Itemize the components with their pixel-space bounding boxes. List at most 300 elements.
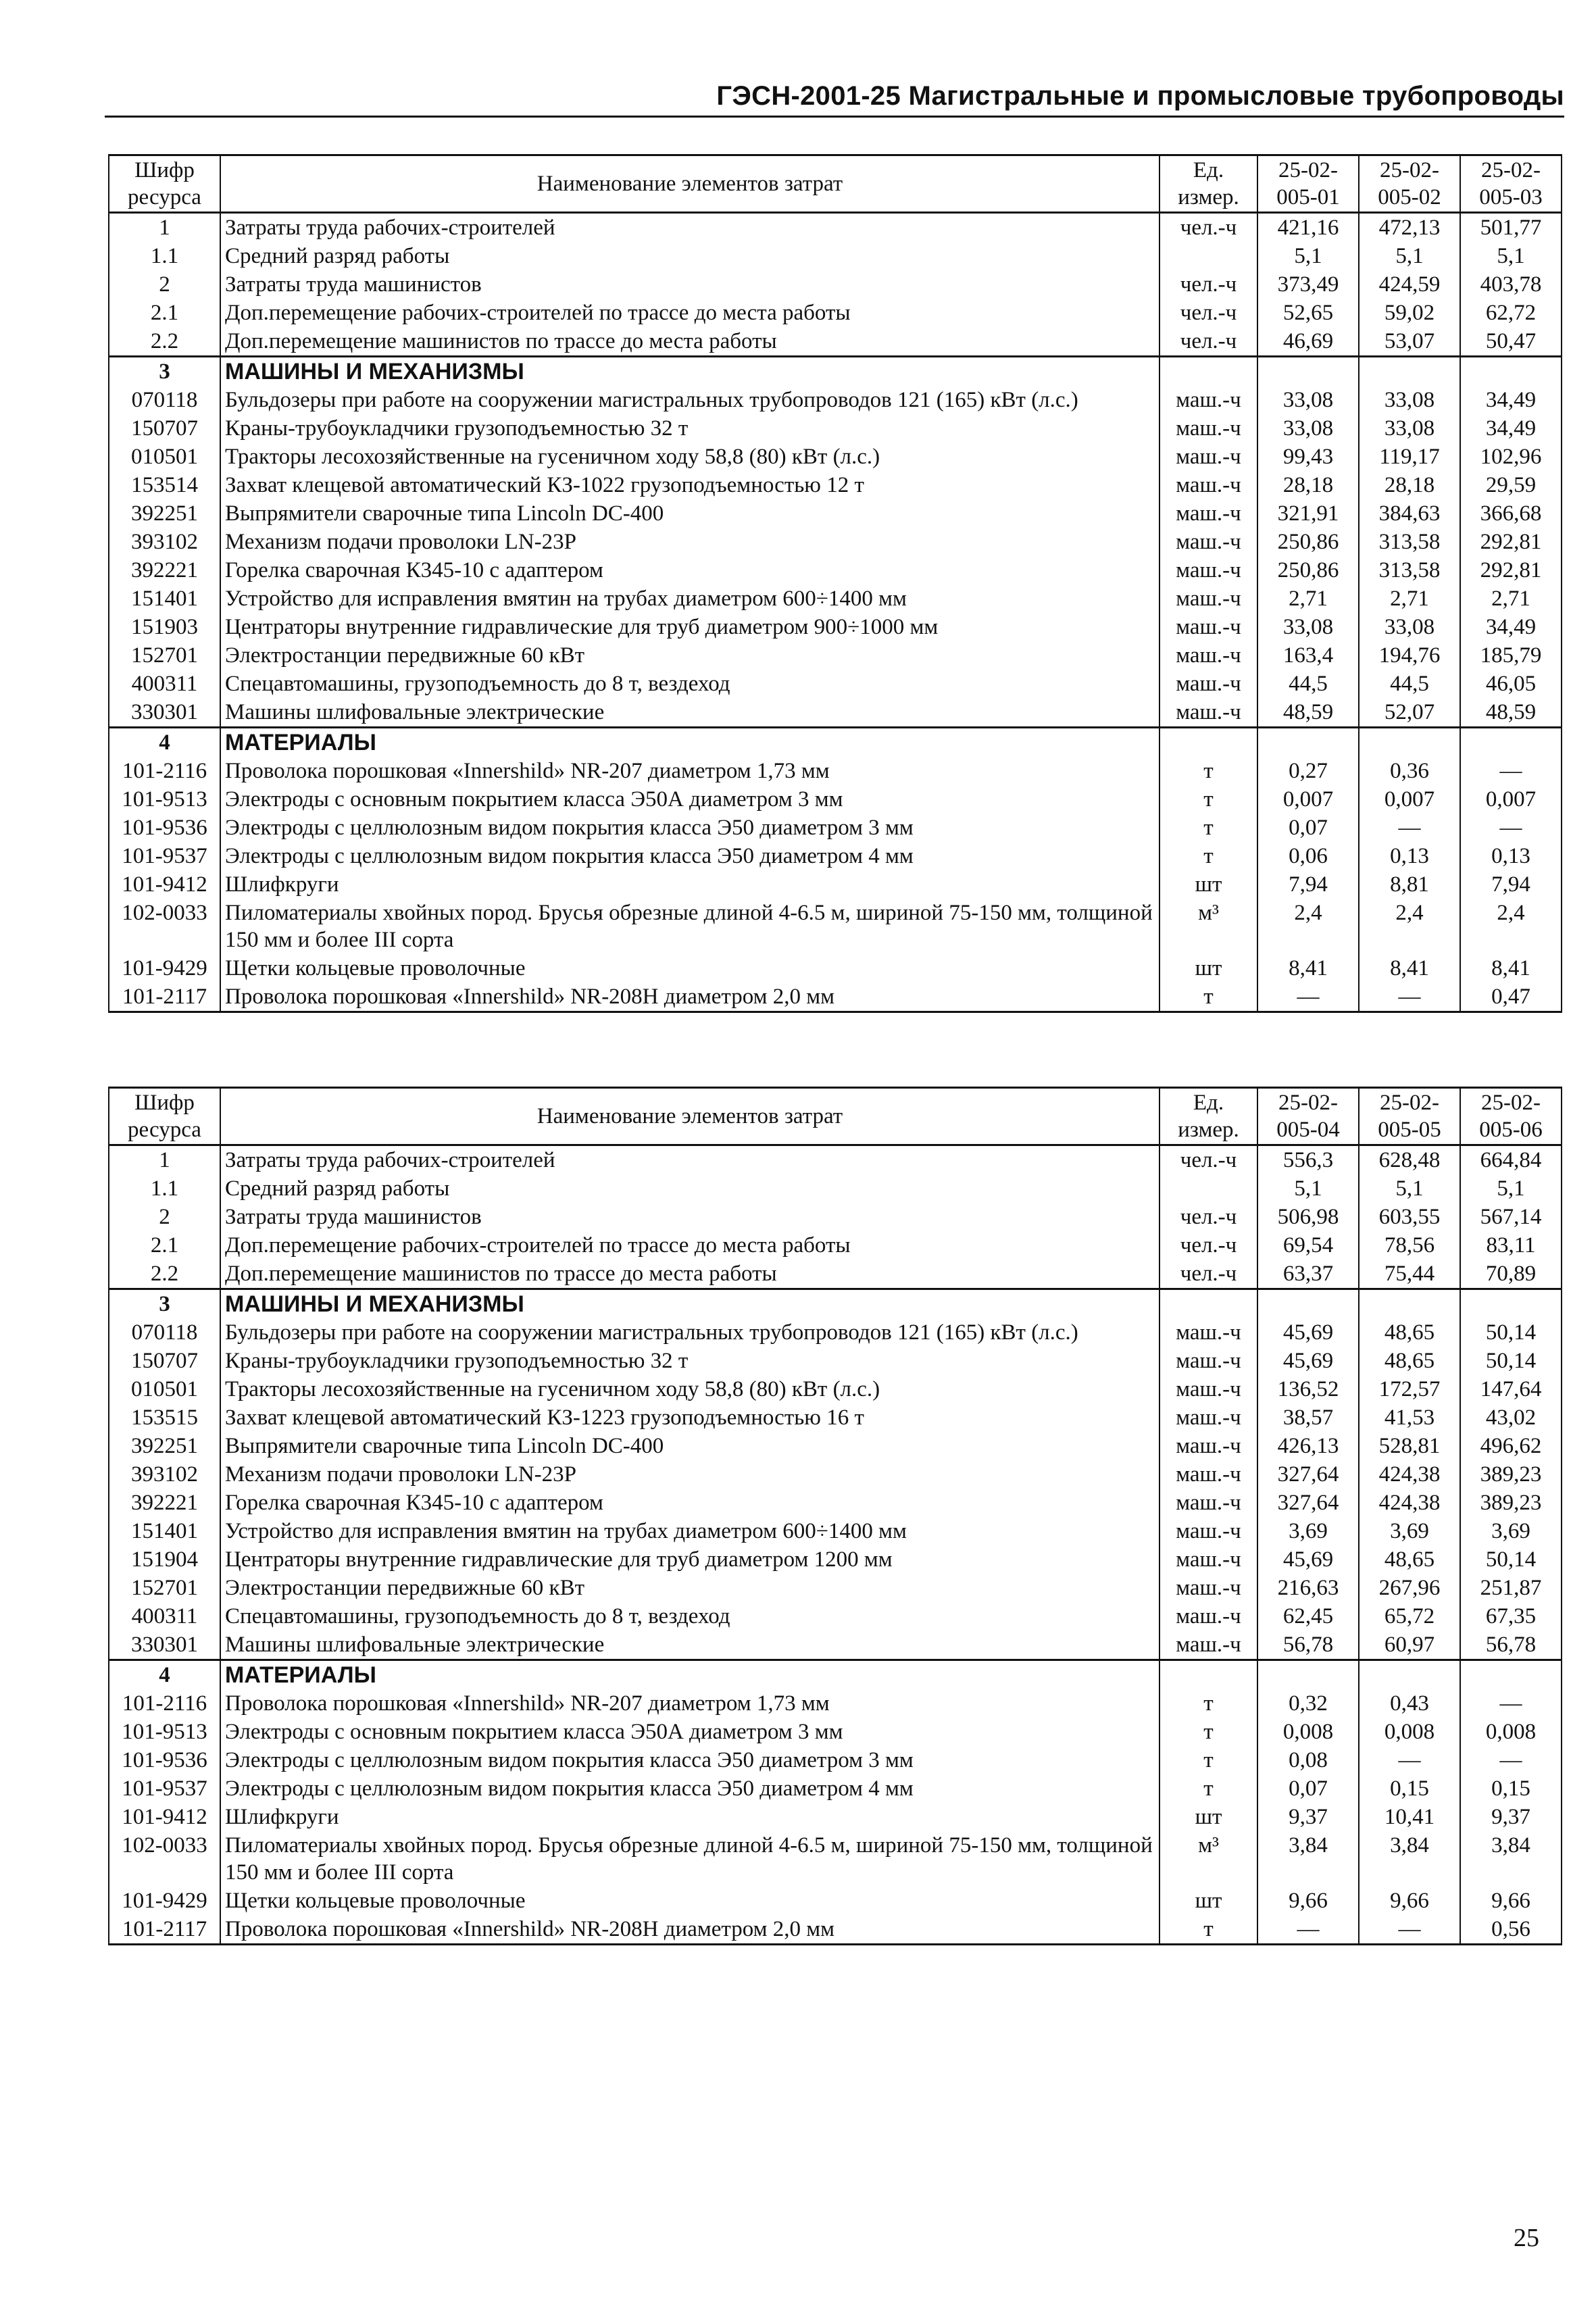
resource-code: 101-9536: [109, 814, 220, 842]
value-col-2: 0,43: [1359, 1689, 1460, 1718]
value-col-1: 506,98: [1257, 1203, 1359, 1231]
value-col-3: 0,008: [1460, 1718, 1562, 1746]
table-row: [109, 499, 1562, 528]
value-col-2: [1359, 1660, 1460, 1690]
value-col-2: 424,59: [1359, 270, 1460, 299]
value-col-1: 0,07: [1257, 1774, 1359, 1803]
value-col-2: 0,008: [1359, 1718, 1460, 1746]
table-row: [109, 1460, 1562, 1489]
header-name: Наименование элементов затрат: [220, 155, 1159, 213]
value-col-1: 3,69: [1257, 1517, 1359, 1545]
resource-table-2: [108, 1087, 1562, 1945]
unit: маш.-ч: [1159, 1574, 1257, 1602]
value-col-3: 46,05: [1460, 670, 1562, 698]
value-col-2: 5,1: [1359, 1174, 1460, 1203]
value-col-3: 70,89: [1460, 1260, 1562, 1289]
resource-name: Центраторы внутренние гидравлические для труб диаметром 900÷1000 мм: [220, 613, 1159, 641]
value-col-1: [1257, 728, 1359, 757]
section-row: [109, 357, 1562, 387]
value-col-3: 50,14: [1460, 1318, 1562, 1347]
value-col-2: 33,08: [1359, 613, 1460, 641]
unit: маш.-ч: [1159, 1517, 1257, 1545]
unit: чел.-ч: [1159, 1231, 1257, 1260]
table-row: [109, 414, 1562, 443]
resource-name: Щетки кольцевые проволочные: [220, 954, 1159, 982]
value-col-3: 8,41: [1460, 954, 1562, 982]
value-col-1: 163,4: [1257, 641, 1359, 670]
resource-code: 101-9513: [109, 1718, 220, 1746]
document-title: ГЭСН-2001-25 Магистральные и промысловые трубопроводы: [716, 81, 1564, 111]
unit: чел.-ч: [1159, 299, 1257, 327]
value-col-3: 0,13: [1460, 842, 1562, 870]
value-col-3: 43,02: [1460, 1403, 1562, 1432]
value-col-2: 9,66: [1359, 1887, 1460, 1915]
resource-code: 101-9536: [109, 1746, 220, 1774]
resource-table-1: [108, 154, 1562, 1013]
table-row: [109, 1774, 1562, 1803]
unit: маш.-ч: [1159, 1347, 1257, 1375]
resource-code: 152701: [109, 1574, 220, 1602]
value-col-3: 0,56: [1460, 1915, 1562, 1945]
table-row: [109, 1631, 1562, 1660]
value-col-2: 0,15: [1359, 1774, 1460, 1803]
unit: маш.-ч: [1159, 1602, 1257, 1631]
value-col-2: 3,69: [1359, 1517, 1460, 1545]
value-col-2: 75,44: [1359, 1260, 1460, 1289]
resource-code: 392251: [109, 1432, 220, 1460]
table-row: [109, 1803, 1562, 1831]
value-col-1: 421,16: [1257, 213, 1359, 243]
value-col-2: 33,08: [1359, 414, 1460, 443]
resource-name: Горелка сварочная К345-10 с адаптером: [220, 1489, 1159, 1517]
value-col-2: —: [1359, 1746, 1460, 1774]
resource-name: Шлифкруги: [220, 1803, 1159, 1831]
value-col-1: 426,13: [1257, 1432, 1359, 1460]
value-col-1: 250,86: [1257, 556, 1359, 584]
value-col-3: 3,69: [1460, 1517, 1562, 1545]
value-col-1: 7,94: [1257, 870, 1359, 899]
value-col-1: —: [1257, 1915, 1359, 1945]
unit: маш.-ч: [1159, 386, 1257, 414]
unit: маш.-ч: [1159, 499, 1257, 528]
value-col-3: 50,14: [1460, 1347, 1562, 1375]
resource-code: 070118: [109, 386, 220, 414]
resource-code: 1: [109, 213, 220, 243]
resource-name: Электроды с основным покрытием класса Э50А диаметром 3 мм: [220, 785, 1159, 814]
value-col-3: 0,15: [1460, 1774, 1562, 1803]
resource-name: Шлифкруги: [220, 870, 1159, 899]
unit: маш.-ч: [1159, 443, 1257, 471]
unit: чел.-ч: [1159, 327, 1257, 357]
value-col-2: 313,58: [1359, 556, 1460, 584]
table-row: [109, 899, 1562, 954]
value-col-3: 34,49: [1460, 414, 1562, 443]
value-col-1: 0,007: [1257, 785, 1359, 814]
value-col-2: 5,1: [1359, 242, 1460, 270]
resource-name: Бульдозеры при работе на сооружении магистральных трубопроводов 121 (165) кВт (л.с.): [220, 386, 1159, 414]
table-row: [109, 1260, 1562, 1289]
page-header: [105, 81, 1564, 118]
table-row: [109, 213, 1562, 243]
header-unit: Ед. измер.: [1159, 1088, 1257, 1145]
resource-code: 151401: [109, 584, 220, 613]
value-col-3: 292,81: [1460, 556, 1562, 584]
resource-code: 2.1: [109, 1231, 220, 1260]
value-col-1: 5,1: [1257, 242, 1359, 270]
unit: шт: [1159, 870, 1257, 899]
value-col-1: 44,5: [1257, 670, 1359, 698]
table-row: [109, 1689, 1562, 1718]
value-col-1: 373,49: [1257, 270, 1359, 299]
value-col-2: 194,76: [1359, 641, 1460, 670]
value-col-3: 9,37: [1460, 1803, 1562, 1831]
resource-code: 2: [109, 270, 220, 299]
value-col-3: 389,23: [1460, 1489, 1562, 1517]
resource-code: 4: [109, 1660, 220, 1690]
unit: маш.-ч: [1159, 1545, 1257, 1574]
header-col-1: 25-02-005-04: [1257, 1088, 1359, 1145]
value-col-3: 50,47: [1460, 327, 1562, 357]
resource-code: 2.1: [109, 299, 220, 327]
table-row: [109, 556, 1562, 584]
resource-name: Тракторы лесохозяйственные на гусеничном ходу 58,8 (80) кВт (л.с.): [220, 1375, 1159, 1403]
unit: маш.-ч: [1159, 1489, 1257, 1517]
value-col-3: —: [1460, 757, 1562, 785]
value-col-3: 496,62: [1460, 1432, 1562, 1460]
value-col-3: [1460, 1660, 1562, 1690]
resource-name: Горелка сварочная К345-10 с адаптером: [220, 556, 1159, 584]
resource-code: 153515: [109, 1403, 220, 1432]
value-col-2: 41,53: [1359, 1403, 1460, 1432]
table-row: [109, 386, 1562, 414]
resource-code: 101-9429: [109, 954, 220, 982]
value-col-1: 327,64: [1257, 1460, 1359, 1489]
unit: чел.-ч: [1159, 1260, 1257, 1289]
value-col-2: 267,96: [1359, 1574, 1460, 1602]
table-body: [109, 1145, 1562, 1945]
resource-name: Электроды с основным покрытием класса Э50А диаметром 3 мм: [220, 1718, 1159, 1746]
value-col-1: 0,008: [1257, 1718, 1359, 1746]
value-col-1: 48,59: [1257, 698, 1359, 728]
value-col-2: —: [1359, 1915, 1460, 1945]
resource-name: Пиломатериалы хвойных пород. Брусья обрезные длиной 4-6.5 м, шириной 75-150 мм, толщиной 150 мм и более III сорта: [220, 899, 1159, 954]
resource-code: 2.2: [109, 1260, 220, 1289]
table-row: [109, 528, 1562, 556]
value-col-1: —: [1257, 982, 1359, 1012]
value-col-1: 556,3: [1257, 1145, 1359, 1175]
table-row: [109, 785, 1562, 814]
resource-code: 070118: [109, 1318, 220, 1347]
value-col-3: 389,23: [1460, 1460, 1562, 1489]
unit: т: [1159, 1774, 1257, 1803]
value-col-2: 528,81: [1359, 1432, 1460, 1460]
table-row: [109, 242, 1562, 270]
value-col-2: 3,84: [1359, 1831, 1460, 1887]
unit: маш.-ч: [1159, 1403, 1257, 1432]
table-row: [109, 471, 1562, 499]
value-col-3: 3,84: [1460, 1831, 1562, 1887]
value-col-1: 28,18: [1257, 471, 1359, 499]
unit: шт: [1159, 1803, 1257, 1831]
value-col-3: 251,87: [1460, 1574, 1562, 1602]
header-unit: Ед. измер.: [1159, 155, 1257, 213]
resource-code: 150707: [109, 1347, 220, 1375]
resource-code: 4: [109, 728, 220, 757]
value-col-1: 0,08: [1257, 1746, 1359, 1774]
unit: [1159, 728, 1257, 757]
section-title: МАТЕРИАЛЫ: [220, 1660, 1159, 1690]
value-col-2: 384,63: [1359, 499, 1460, 528]
section-title: МАТЕРИАЛЫ: [220, 728, 1159, 757]
table-row: [109, 270, 1562, 299]
value-col-2: 44,5: [1359, 670, 1460, 698]
value-col-1: 56,78: [1257, 1631, 1359, 1660]
value-col-1: 45,69: [1257, 1545, 1359, 1574]
table-row: [109, 1915, 1562, 1945]
resource-code: 392221: [109, 556, 220, 584]
value-col-1: 33,08: [1257, 386, 1359, 414]
value-col-1: [1257, 1660, 1359, 1690]
unit: шт: [1159, 954, 1257, 982]
header-col-3: 25-02-005-03: [1460, 155, 1562, 213]
value-col-1: 45,69: [1257, 1347, 1359, 1375]
resource-name: Механизм подачи проволоки LN-23P: [220, 1460, 1159, 1489]
resource-name: Тракторы лесохозяйственные на гусеничном ходу 58,8 (80) кВт (л.с.): [220, 443, 1159, 471]
unit: маш.-ч: [1159, 1432, 1257, 1460]
table-row: [109, 1375, 1562, 1403]
unit: маш.-ч: [1159, 471, 1257, 499]
resource-name: Проволока порошковая «Innershild» NR-208H диаметром 2,0 мм: [220, 982, 1159, 1012]
resource-code: 2.2: [109, 327, 220, 357]
table-body: [109, 213, 1562, 1012]
resource-name: Механизм подачи проволоки LN-23P: [220, 528, 1159, 556]
resource-code: 330301: [109, 1631, 220, 1660]
value-col-2: 78,56: [1359, 1231, 1460, 1260]
unit: маш.-ч: [1159, 414, 1257, 443]
table-row: [109, 1517, 1562, 1545]
value-col-3: 501,77: [1460, 213, 1562, 243]
resource-name: Устройство для исправления вмятин на трубах диаметром 600÷1400 мм: [220, 584, 1159, 613]
resource-name: Электростанции передвижные 60 кВт: [220, 641, 1159, 670]
unit: чел.-ч: [1159, 1145, 1257, 1175]
unit: [1159, 1660, 1257, 1690]
section-title: МАШИНЫ И МЕХАНИЗМЫ: [220, 357, 1159, 387]
table-row: [109, 1347, 1562, 1375]
value-col-3: 29,59: [1460, 471, 1562, 499]
value-col-2: 424,38: [1359, 1460, 1460, 1489]
unit: маш.-ч: [1159, 556, 1257, 584]
header-col-1: 25-02-005-01: [1257, 155, 1359, 213]
table-row: [109, 1174, 1562, 1203]
header-col-2: 25-02-005-05: [1359, 1088, 1460, 1145]
unit: маш.-ч: [1159, 613, 1257, 641]
table-row: [109, 757, 1562, 785]
resource-name: Устройство для исправления вмятин на трубах диаметром 600÷1400 мм: [220, 1517, 1159, 1545]
table-row: [109, 1432, 1562, 1460]
value-col-3: —: [1460, 814, 1562, 842]
unit: т: [1159, 785, 1257, 814]
value-col-1: 33,08: [1257, 414, 1359, 443]
resource-name: Бульдозеры при работе на сооружении магистральных трубопроводов 121 (165) кВт (л.с.): [220, 1318, 1159, 1347]
unit: т: [1159, 1718, 1257, 1746]
section-row: [109, 1289, 1562, 1319]
value-col-1: 321,91: [1257, 499, 1359, 528]
unit: маш.-ч: [1159, 1631, 1257, 1660]
value-col-2: 628,48: [1359, 1145, 1460, 1175]
table-row: [109, 1746, 1562, 1774]
unit: маш.-ч: [1159, 1460, 1257, 1489]
value-col-2: [1359, 357, 1460, 387]
value-col-3: 5,1: [1460, 242, 1562, 270]
resource-name: Захват клещевой автоматический КЗ-1223 грузоподъемностью 16 т: [220, 1403, 1159, 1432]
table-row: [109, 1145, 1562, 1175]
value-col-2: 10,41: [1359, 1803, 1460, 1831]
value-col-2: 53,07: [1359, 327, 1460, 357]
resource-name: Проволока порошковая «Innershild» NR-207 диаметром 1,73 мм: [220, 1689, 1159, 1718]
table-row: [109, 1545, 1562, 1574]
resource-code: 1: [109, 1145, 220, 1175]
resource-code: 101-2117: [109, 982, 220, 1012]
unit: т: [1159, 1689, 1257, 1718]
resource-code: 010501: [109, 1375, 220, 1403]
resource-code: 400311: [109, 670, 220, 698]
unit: [1159, 357, 1257, 387]
table-row: [109, 1574, 1562, 1602]
resource-code: 393102: [109, 1460, 220, 1489]
value-col-3: 664,84: [1460, 1145, 1562, 1175]
resource-name: Средний разряд работы: [220, 242, 1159, 270]
value-col-1: [1257, 357, 1359, 387]
resource-code: 392251: [109, 499, 220, 528]
resource-name: Затраты труда машинистов: [220, 1203, 1159, 1231]
header-code: Шифр ресурса: [109, 155, 220, 213]
resource-name: Электроды с целлюлозным видом покрытия класса Э50 диаметром 4 мм: [220, 1774, 1159, 1803]
value-col-3: 567,14: [1460, 1203, 1562, 1231]
value-col-2: 65,72: [1359, 1602, 1460, 1631]
value-col-1: 38,57: [1257, 1403, 1359, 1432]
unit: маш.-ч: [1159, 670, 1257, 698]
resource-name: Доп.перемещение машинистов по трассе до места работы: [220, 327, 1159, 357]
unit: т: [1159, 842, 1257, 870]
unit: [1159, 1289, 1257, 1319]
resource-name: Машины шлифовальные электрические: [220, 1631, 1159, 1660]
resource-name: Машины шлифовальные электрические: [220, 698, 1159, 728]
resource-name: Доп.перемещение рабочих-строителей по трассе до места работы: [220, 1231, 1159, 1260]
header-col-3: 25-02-005-06: [1460, 1088, 1562, 1145]
table-row: [109, 954, 1562, 982]
value-col-1: 0,27: [1257, 757, 1359, 785]
value-col-2: 8,41: [1359, 954, 1460, 982]
value-col-2: 0,007: [1359, 785, 1460, 814]
resource-code: 400311: [109, 1602, 220, 1631]
value-col-1: 99,43: [1257, 443, 1359, 471]
resource-name: Щетки кольцевые проволочные: [220, 1887, 1159, 1915]
value-col-3: 62,72: [1460, 299, 1562, 327]
value-col-1: 3,84: [1257, 1831, 1359, 1887]
value-col-3: 9,66: [1460, 1887, 1562, 1915]
table-row: [109, 1203, 1562, 1231]
resource-code: 151904: [109, 1545, 220, 1574]
value-col-1: 0,06: [1257, 842, 1359, 870]
resource-code: 3: [109, 357, 220, 387]
section-row: [109, 728, 1562, 757]
table-row: [109, 698, 1562, 728]
unit: маш.-ч: [1159, 528, 1257, 556]
resource-name: Доп.перемещение рабочих-строителей по трассе до места работы: [220, 299, 1159, 327]
resource-name: Выпрямители сварочные типа Lincoln DC-400: [220, 499, 1159, 528]
table-row: [109, 1718, 1562, 1746]
value-col-2: —: [1359, 814, 1460, 842]
value-col-1: [1257, 1289, 1359, 1319]
value-col-3: 102,96: [1460, 443, 1562, 471]
value-col-1: 2,4: [1257, 899, 1359, 954]
resource-name: Проволока порошковая «Innershild» NR-207 диаметром 1,73 мм: [220, 757, 1159, 785]
unit: т: [1159, 1746, 1257, 1774]
resource-name: Электроды с целлюлозным видом покрытия класса Э50 диаметром 3 мм: [220, 1746, 1159, 1774]
value-col-1: 2,71: [1257, 584, 1359, 613]
table-row: [109, 584, 1562, 613]
table-row: [109, 613, 1562, 641]
value-col-3: 83,11: [1460, 1231, 1562, 1260]
resource-name: Центраторы внутренние гидравлические для труб диаметром 1200 мм: [220, 1545, 1159, 1574]
resource-code: 1.1: [109, 1174, 220, 1203]
resource-name: Пиломатериалы хвойных пород. Брусья обрезные длиной 4-6.5 м, шириной 75-150 мм, толщиной 150 мм и более III сорта: [220, 1831, 1159, 1887]
table-row: [109, 1831, 1562, 1887]
value-col-3: 366,68: [1460, 499, 1562, 528]
value-col-3: 5,1: [1460, 1174, 1562, 1203]
value-col-3: 147,64: [1460, 1375, 1562, 1403]
value-col-2: 0,36: [1359, 757, 1460, 785]
resource-name: Проволока порошковая «Innershild» NR-208H диаметром 2,0 мм: [220, 1915, 1159, 1945]
unit: чел.-ч: [1159, 213, 1257, 243]
unit: т: [1159, 982, 1257, 1012]
value-col-2: 33,08: [1359, 386, 1460, 414]
resource-code: 151401: [109, 1517, 220, 1545]
unit: т: [1159, 757, 1257, 785]
value-col-2: 48,65: [1359, 1318, 1460, 1347]
value-col-3: 67,35: [1460, 1602, 1562, 1631]
value-col-1: 63,37: [1257, 1260, 1359, 1289]
value-col-2: [1359, 728, 1460, 757]
unit: маш.-ч: [1159, 1318, 1257, 1347]
table-row: [109, 1231, 1562, 1260]
value-col-3: 403,78: [1460, 270, 1562, 299]
value-col-1: 8,41: [1257, 954, 1359, 982]
unit: м³: [1159, 1831, 1257, 1887]
value-col-2: 59,02: [1359, 299, 1460, 327]
value-col-3: [1460, 1289, 1562, 1319]
value-col-2: [1359, 1289, 1460, 1319]
resource-code: 102-0033: [109, 1831, 220, 1887]
value-col-1: 250,86: [1257, 528, 1359, 556]
value-col-1: 216,63: [1257, 1574, 1359, 1602]
resource-name: Краны-трубоукладчики грузоподъемностью 32 т: [220, 1347, 1159, 1375]
unit: чел.-ч: [1159, 270, 1257, 299]
value-col-2: 2,71: [1359, 584, 1460, 613]
value-col-1: 9,66: [1257, 1887, 1359, 1915]
resource-code: 330301: [109, 698, 220, 728]
resource-code: 101-2116: [109, 757, 220, 785]
table-row: [109, 982, 1562, 1012]
value-col-1: 62,45: [1257, 1602, 1359, 1631]
resource-code: 1.1: [109, 242, 220, 270]
resource-code: 150707: [109, 414, 220, 443]
resource-code: 151903: [109, 613, 220, 641]
table-header-row: [109, 1088, 1562, 1145]
unit: маш.-ч: [1159, 584, 1257, 613]
resource-name: Затраты труда рабочих-строителей: [220, 213, 1159, 243]
value-col-2: 0,13: [1359, 842, 1460, 870]
